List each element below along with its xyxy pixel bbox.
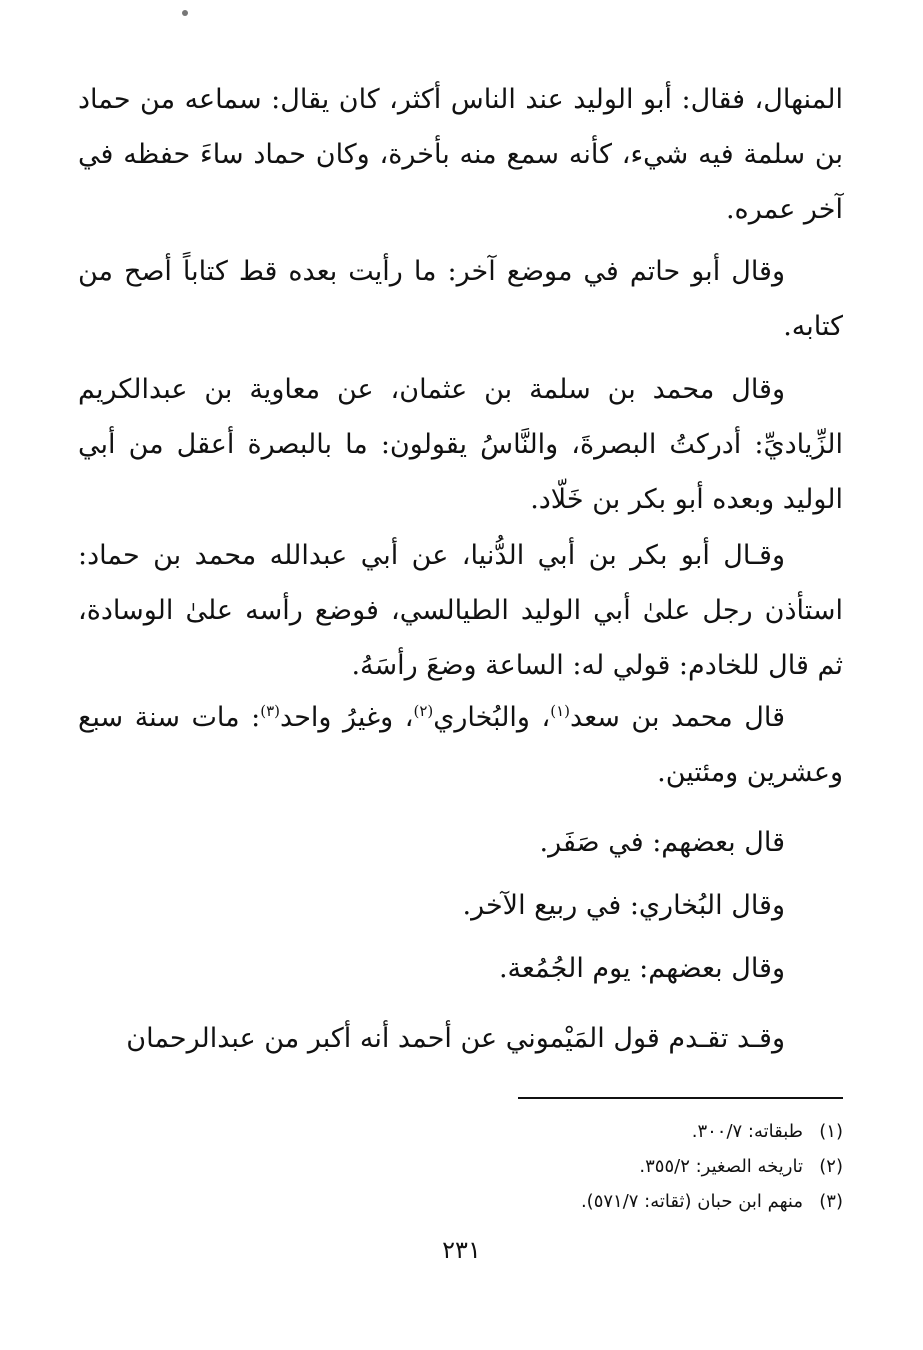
footnote-ref-1[interactable]: (١) (550, 702, 571, 720)
footnote-2 (300, 1152, 843, 1182)
footnote-text: تاريخه الصغير: ٣٥٥/٢. (639, 1156, 803, 1177)
death-month-line-3: وقال بعضهم: يوم الجُمُعة. (498, 953, 785, 984)
death-month-line-1: قال بعضهم: في صَفَر. (539, 827, 785, 858)
footnote-text: منهم ابن حبان (ثقاته: ٥٧١/٧). (580, 1191, 803, 1212)
footnote-ref-2[interactable]: (٢) (413, 702, 434, 720)
footnote-separator (518, 1097, 843, 1099)
paragraph-2: وقال أبو حاتم في موضع آخر: ما رأيت بعده قط كتاباً أصح من كتابه. (78, 256, 843, 342)
death-month-line-2: وقال البُخاري: في ربيع الآخر. (462, 890, 785, 921)
paragraph-5 (78, 690, 843, 800)
footnote-text: طبقاته: ٣٠٠/٧. (691, 1121, 803, 1142)
last-line: وقـد تقـدم قول المَيْموني عن أحمد أنه أكبر من عبدالرحمان (126, 1023, 785, 1054)
footnote-1 (300, 1117, 843, 1147)
paragraph-5-part-4: : مات سنة سبع وعشرين ومئتين. (78, 702, 843, 788)
paragraph-1: المنهال، فقال: أبو الوليد عند الناس أكثر، كان يقال: سماعه من حماد بن سلمة فيه شيء، كأنه سمع منه بأخرة، وكان حماد ساءَ حفظه في آخر عمره. (78, 84, 843, 225)
footnote-number: (١) (819, 1121, 843, 1142)
paragraph-5-part-3: ، وغيرُ واحد (280, 702, 414, 733)
scan-speck (182, 10, 188, 16)
paragraph-5-part-1: قال محمد بن سعد (570, 702, 785, 733)
footnote-number: (٢) (819, 1156, 843, 1177)
page-number: ٢٣١ (442, 1236, 481, 1264)
footnote-3 (300, 1187, 843, 1217)
footnote-ref-3[interactable]: (٣) (260, 702, 281, 720)
footnote-number: (٣) (819, 1191, 843, 1212)
paragraph-3: وقال محمد بن سلمة بن عثمان، عن معاوية بن عبدالكريم الزِّياديِّ: أدركتُ البصرةَ، والنَّاسُ يقولون: ما بالبصرة أعقل من أبي الوليد وبعده أبو بكر بن خَلّاد. (78, 374, 843, 515)
paragraph-4: وقـال أبو بكر بن أبي الدُّنيا، عن أبي عبدالله محمد بن حماد: استأذن رجل علىٰ أبي الوليد الطيالسي، فوضع رأسه علىٰ الوسادة، ثم قال للخادم: قولي له: الساعة وضعَ رأسَهُ. (78, 540, 843, 681)
paragraph-5-part-2: ، والبُخاري (433, 702, 551, 733)
